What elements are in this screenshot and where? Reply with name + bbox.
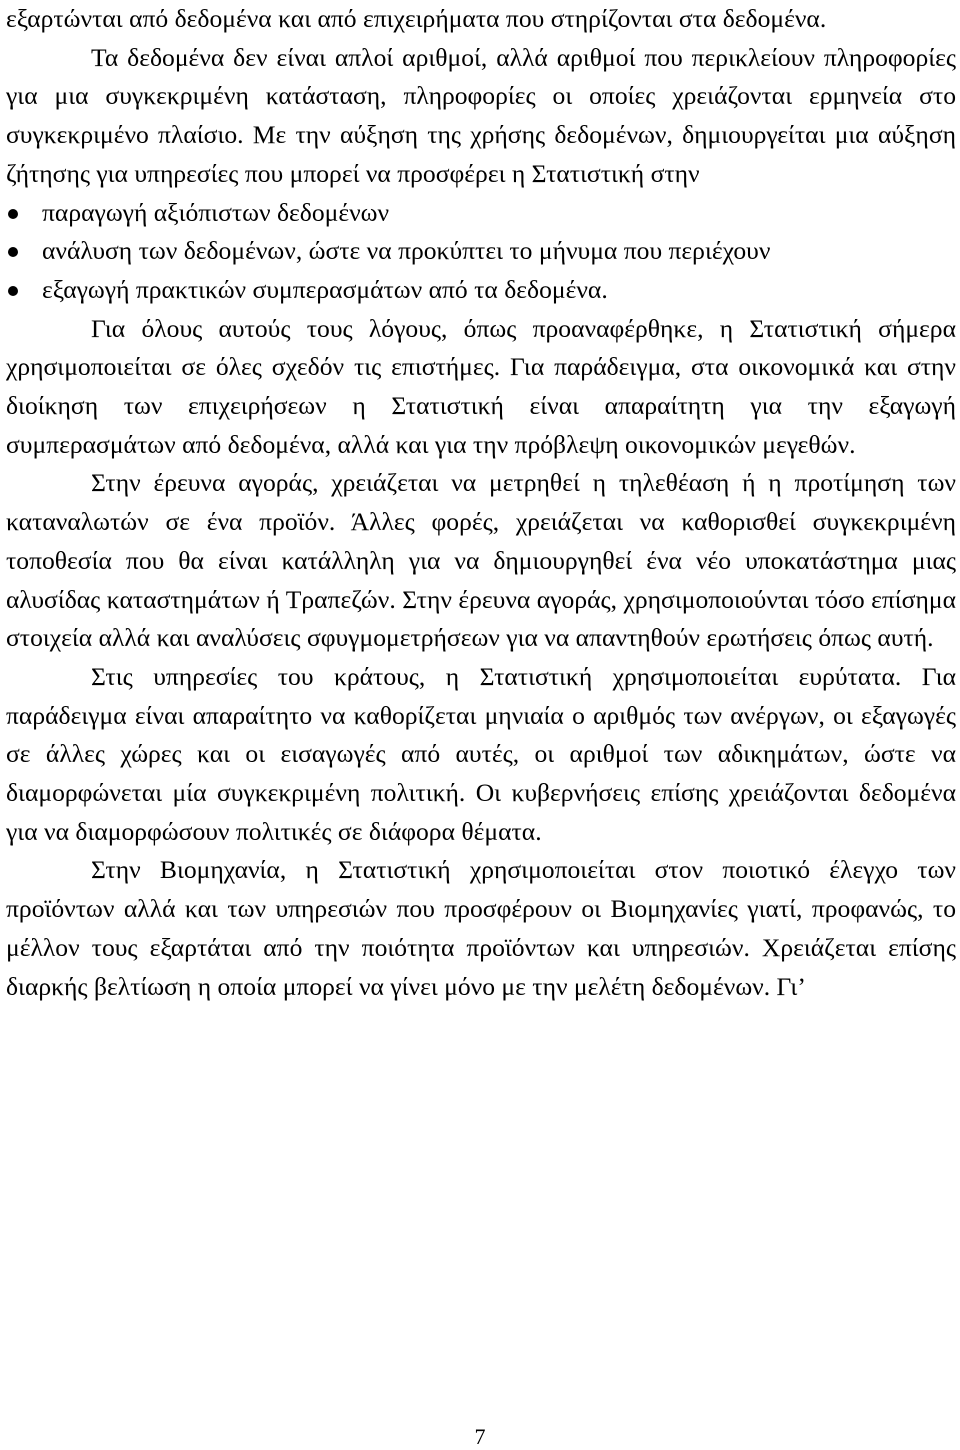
paragraph-industry: Στην Βιομηχανία, η Στατιστική χρησιμοποιείται στον ποιοτικό έλεγχο των προϊόντων αλλά και των υπηρεσιών που προσφέρουν οι Βιομηχανίες γιατί, προφανώς, το μέλλον τους εξαρτάται από την ποιότητα προϊόντων και υπηρεσιών. Χρειάζεται επίσης διαρκής βελτίωση η οποία μπορεί να γίνει μόνο με την μελέτη δεδομένων. Γι’ <box>6 855 956 1001</box>
services-bullet-list <box>6 194 956 310</box>
list-item <box>6 232 956 271</box>
document-page <box>6 0 956 1006</box>
list-item <box>6 271 956 310</box>
bullet-icon <box>8 247 18 257</box>
list-item-text: παραγωγή αξιόπιστων δεδομένων <box>42 197 390 227</box>
paragraph-data-meaning: Τα δεδομένα δεν είναι απλοί αριθμοί, αλλά αριθμοί που περικλείουν πληροφορίες για μια συγκεκριμένη κατάσταση, πληροφορίες οι οποίες χρειάζονται ερμηνεία στο συγκεκριμένο πλαίσιο. Με την αύξηση της χρήσης δεδομένων, δημιουργείται μια αύξηση ζήτησης για υπηρεσίες που μπορεί να προσφέρει η Στατιστική στην <box>6 42 956 188</box>
bullet-icon <box>8 286 18 296</box>
page-number: 7 <box>474 1424 486 1449</box>
list-item-text: ανάλυση των δεδομένων, ώστε να προκύπτει το μήνυμα που περιέχουν <box>42 236 771 266</box>
bullet-icon <box>8 209 18 219</box>
list-item <box>6 194 956 233</box>
paragraph-state-services: Στις υπηρεσίες του κράτους, η Στατιστική χρησιμοποιείται ευρύτατα. Για παράδειγμα είναι απαραίτητο να καθορίζεται μηνιαία ο αριθμός των ανέργων, οι εξαγωγές σε άλλες χώρες και οι εισαγωγές από αυτές, οι αριθμοί των αδικημάτων, ώστε να διαμορφώνεται μία συγκεκριμένη πολιτική. Οι κυβερνήσεις επίσης χρειάζονται δεδομένα για να διαμορφώσουν πολιτικές σε διάφορα θέματα. <box>6 661 956 846</box>
paragraph-market-research: Στην έρευνα αγοράς, χρειάζεται να μετρηθεί η τηλεθέαση ή η προτίμηση των καταναλωτών σε ένα προϊόν. Άλλες φορές, χρειάζεται να καθορισθεί συγκεκριμένη τοποθεσία που θα είναι κατάλληλη για να δημιουργηθεί ένα νέο υποκατάστημα μιας αλυσίδας καταστημάτων ή Τραπεζών. Στην έρευνα αγοράς, χρησιμοποιούνται τόσο επίσημα στοιχεία αλλά και αναλύσεις σφυγμομετρήσεων για να απαντηθούν ερωτήσεις όπως αυτή. <box>6 468 956 653</box>
intro-continuation: εξαρτώνται από δεδομένα και από επιχειρήματα που στηρίζονται στα δεδομένα. <box>6 4 827 33</box>
paragraph-sciences: Για όλους αυτούς τους λόγους, όπως προαναφέρθηκε, η Στατιστική σήμερα χρησιμοποιείται σε όλες σχεδόν τις επιστήμες. Για παράδειγμα, στα οικονομικά και στην διοίκηση των επιχειρήσεων η Στατιστική είναι απαραίτητη για την εξαγωγή συμπερασμάτων από δεδομένα, αλλά και για την πρόβλεψη οικονομικών μεγεθών. <box>6 313 956 459</box>
list-item-text: εξαγωγή πρακτικών συμπερασμάτων από τα δεδομένα. <box>42 274 608 304</box>
